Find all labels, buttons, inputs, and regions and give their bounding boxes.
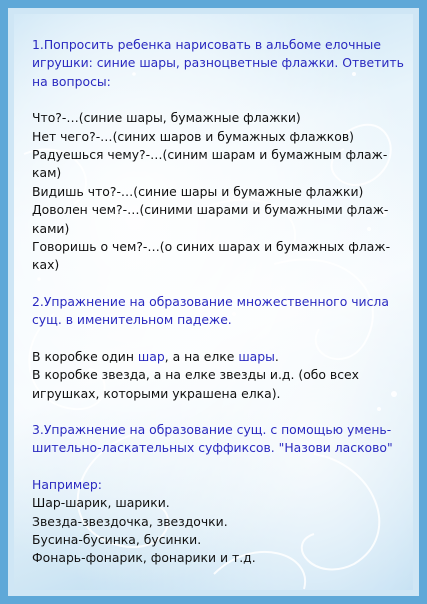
- section1-heading-line: на вопросы:: [32, 73, 111, 89]
- document-text: [32, 36, 412, 568]
- highlight-word: шары: [238, 348, 275, 364]
- example-label: Например:: [32, 476, 102, 492]
- example-line: игрушках, которыми украшена елка).: [32, 385, 281, 401]
- section2-heading-line: 2.Упражнение на образование множественного числа: [32, 293, 389, 309]
- answer-line: кам): [32, 165, 62, 181]
- example-line: В коробке звезда, а на елке звезды и.д. (обо всех: [32, 367, 360, 383]
- text-fragment: .: [274, 348, 279, 364]
- content-panel: [14, 14, 413, 590]
- text-fragment: , а на елке: [164, 348, 239, 364]
- answer-line: Нет чего?-…(синих шаров и бумажных флажков): [32, 128, 355, 144]
- text-fragment: В коробке один: [32, 348, 138, 364]
- answer-line: ками): [32, 220, 70, 236]
- section3-heading-line: шительно-ласкательных суффиксов. "Назови ласково": [32, 440, 393, 456]
- answer-line: Доволен чем?-…(синими шарами и бумажными флаж-: [32, 202, 389, 218]
- example-line: Фонарь-фонарик, фонарики и т.д.: [32, 550, 256, 566]
- answer-line: Радуешься чему?-…(синим шарам и бумажным флаж-: [32, 147, 388, 163]
- example-line: [32, 348, 412, 366]
- example-line: Шар-шарик, шарики.: [32, 495, 170, 511]
- highlight-word: шар: [137, 348, 165, 364]
- answer-line: Говоришь о чем?-…(о синих шарах и бумажных флаж-: [32, 239, 391, 255]
- example-line: Звезда-звездочка, звездочки.: [32, 513, 228, 529]
- answer-line: Что?-…(синие шары, бумажные флажки): [32, 110, 301, 126]
- example-line: Бусина-бусинка, бусинки.: [32, 531, 202, 547]
- section1-heading-line: 1.Попросить ребенка нарисовать в альбоме елочные: [32, 37, 381, 52]
- section2-heading-line: сущ. в именительном падеже.: [32, 312, 232, 328]
- section3-heading-line: 3.Упражнение на образование сущ. с помощью умень-: [32, 421, 392, 437]
- answer-line: ках): [32, 257, 60, 273]
- section1-heading-line: игрушки: синие шары, разноцветные флажки. Ответить: [32, 55, 404, 71]
- answer-line: Видишь что?-…(синие шары и бумажные флажки): [32, 183, 364, 199]
